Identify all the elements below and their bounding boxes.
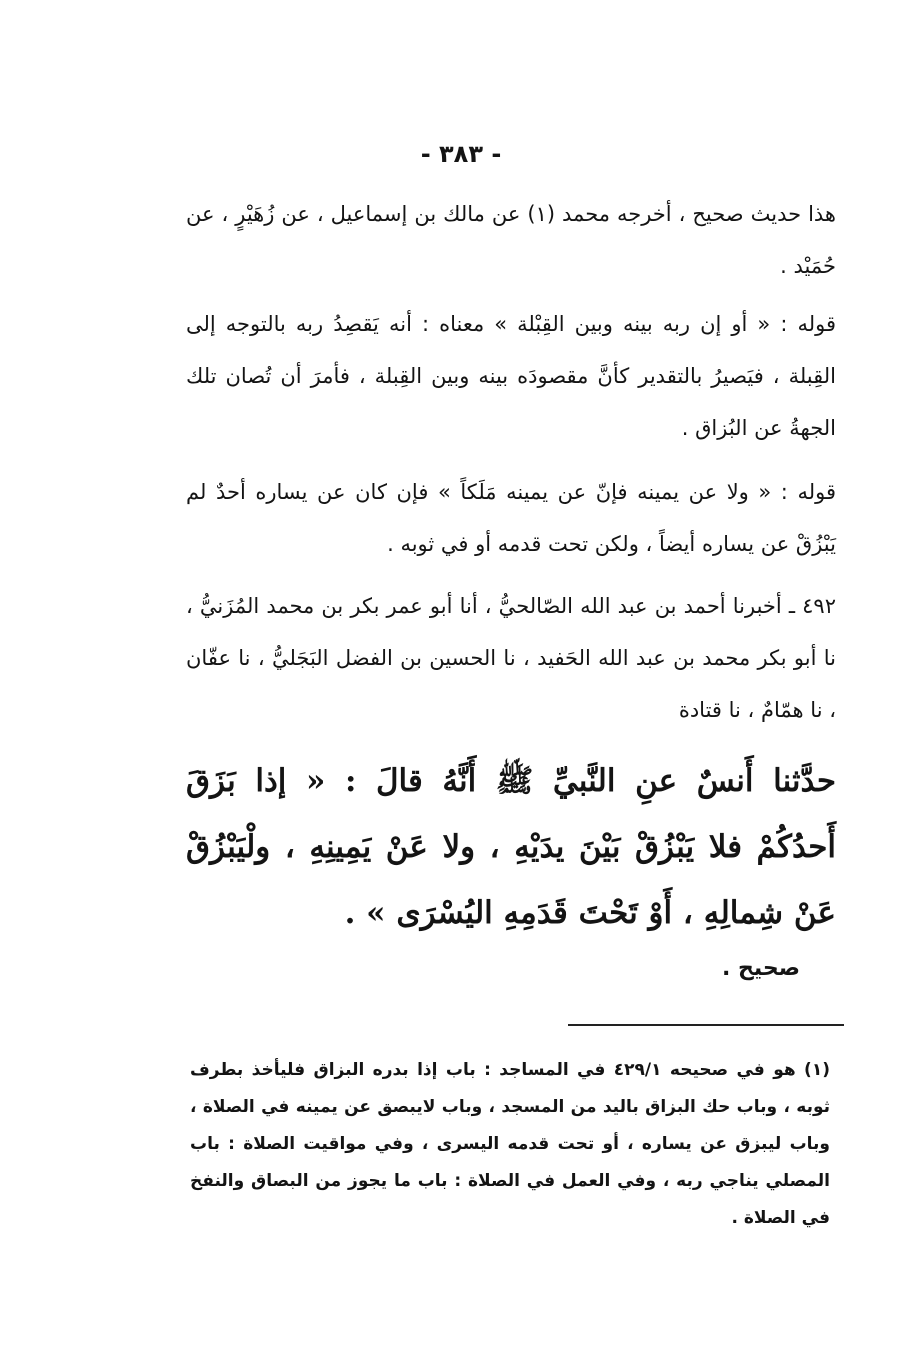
paragraph-text: هذا حديث صحيح ، أخرجه محمد (١) عن مالك بن إسماعيل ، عن زُهَيْرٍ ، عن حُمَيْد .	[186, 202, 836, 278]
paragraph-explanation-qibla	[186, 298, 836, 454]
hadith-text	[186, 748, 836, 946]
hadith-grade: صحيح .	[722, 956, 800, 981]
hadith-matn: حدَّثنا أَنسٌ عنِ النَّبيِّ ﷺ أَنَّهُ قالَ : « إذا بَزَقَ أَحدُكُمْ فلا يَبْزُقْ بَيْنَ يدَيْهِ ، ولا عَنْ يَمِينِهِ ، ولْيَبْزُقْ عَنْ شِمالِهِ ، أَوْ تَحْتَ قَدَمِهِ اليُسْرَى » .	[186, 763, 836, 931]
paragraph-isnad-492	[186, 580, 836, 736]
footnote-text: (١) هو في صحيحه ٤٢٩/١ في المساجد : باب إذا بدره البزاق فليأخذ بطرف ثوبه ، وباب حك البزاق باليد من المسجد ، وباب لايبصق عن يمينه في الصلاة ، وباب ليبزق عن يساره ، أو تحت قدمه اليسرى ، وفي مواقيت الصلاة : باب المصلي يناجي ربه ، وفي العمل في الصلاة : باب ما يجوز من البصاق والنفخ في الصلاة .	[190, 1060, 830, 1228]
page-number: - ٣٨٣ -	[420, 140, 502, 168]
paragraph-text: ٤٩٢ ـ أخبرنا أحمد بن عبد الله الصّالحيُّ ، أنا أبو عمر بكر بن محمد المُزَنيُّ ، نا أبو بكر محمد بن عبد الله الحَفيد ، نا الحسين بن الفضل البَجَليُّ ، نا عفّان ، نا همّامٌ ، نا قتادة	[186, 594, 836, 722]
paragraph-hadith-source	[186, 188, 836, 292]
paragraph-text: قوله : « ولا عن يمينه فإنّ عن يمينه مَلَكاً » فإن كان عن يساره أحدٌ لم يَبْزُقْ عن يساره أيضاً ، ولكن تحت قدمه أو في ثوبه .	[186, 480, 836, 556]
paragraph-text: قوله : « أو إن ربه بينه وبين القِبْلة » معناه : أنه يَقصِدُ ربه بالتوجه إلى القِبلة ، فيَصيرُ بالتقدير كأنَّ مقصودَه بينه وبين القِبلة ، فأمرَ أن تُصان تلك الجهةُ عن البُزاق .	[186, 312, 836, 440]
footnote-separator	[568, 1024, 844, 1026]
footnote	[190, 1052, 830, 1237]
paragraph-explanation-right	[186, 466, 836, 570]
